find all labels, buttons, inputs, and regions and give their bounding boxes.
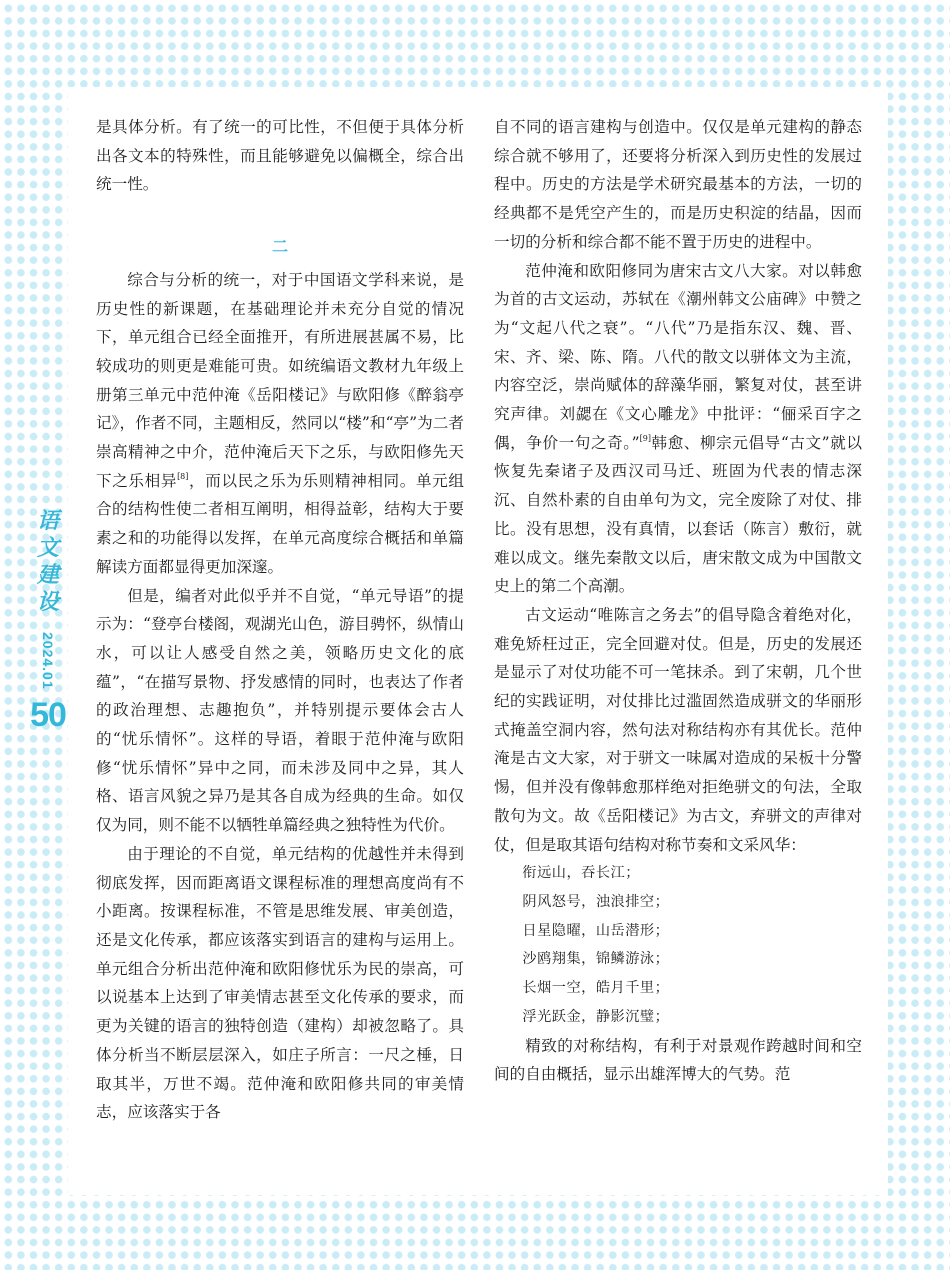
paragraph: 由于理论的不自觉，单元结构的优越性并未得到彻底发挥，因而距离语文课程标准的理想高度尚有不小距离。按课程标准，不管是思维发展、审美创造，还是文化传承，都应该落实到语言的建构与运用上。单元组合分析出范仲淹和欧阳修忧乐为民的崇高，可以说基本上达到了审美情志甚至文化传承的要求，而更为关键的语言的独特创造（建构）却被忽略了。具体分析当不断层层深入，如庄子所言：一尺之棰，日取其半，万世不竭。范仲淹和欧阳修共同的审美情志，应该落实于各: [96, 844, 464, 1122]
paragraph-text: 综合与分析的统一，对于中国语文学科来说，是历史性的新课题，在基础理论并未充分自觉的情况下，单元组合已经全面推开，有所进展甚属不易，比较成功的则更是难能可贵。如统编语文教材九年级上册第三单元中范仲淹《岳阳楼记》与欧阳修《醉翁亭记》，作者不同，主题相反，然同以“楼”和“亭”为二者崇高精神之中介，范仲淹后天下之乐，与欧阳修先天下之乐相异: [96, 270, 464, 490]
issue-date: 2024.01: [40, 632, 56, 690]
section-heading: 二: [271, 237, 288, 257]
paragraph: 自不同的语言建构与创造中。仅仅是单元建构的静态综合就不够用了，还要将分析深入到历史性的发展过程中。历史的方法是学术研究最基本的方法，一切的经典都不是凭空产生的，而是历史积淀的结晶，因而一切的分析和综合都不能不置于历史的进程中。: [494, 118, 862, 251]
page-number: 50: [30, 695, 66, 734]
paragraph: 精致的对称结构，有利于对景观作跨越时间和空间的自由概括，显示出雄浑博大的气势。范: [494, 1036, 862, 1084]
journal-name-char: 设: [36, 589, 59, 615]
paragraph-text: 韩愈、柳宗元倡导“古文”就以恢复先秦诸子及西汉司马迁、班固为代表的情志深沉、自然朴素的自由单句为文，完全废除了对仗、排比。没有思想，没有真情，以套话（陈言）敷衍，就难以成文。继先秦散文以后，唐宋散文成为中国散文史上的第二个高潮。: [494, 433, 862, 596]
paragraph-text: ，而以民之乐为乐则精神相同。单元组合的结构性使二者相互阐明，相得益彰，结构大于要素之和的功能得以发挥，在单元高度综合概括和单篇解读方面都显得更加深邃。: [96, 471, 464, 576]
paragraph: 是具体分析。有了统一的可比性，不但便于具体分析出各文本的特殊性，而且能够避免以偏概全，综合出统一性。: [96, 118, 464, 194]
left-column: [96, 113, 464, 1127]
paragraph-text: 范仲淹和欧阳修同为唐宋古文八大家。对以韩愈为首的古文运动，苏轼在《潮州韩文公庙碑》中赞之为“文起八代之衰”。“八代”乃是指东汉、魏、晋、宋、齐、梁、陈、隋。八代的散文以骈体文为主流，内容空泛，崇尚赋体的辞藻华丽，繁复对仗，甚至讲究声律。刘勰在《文心雕龙》中批评：“俪采百字之偶，争价一句之奇。”: [494, 261, 862, 452]
paragraph: 但是，编者对此似乎并不自觉，“单元导语”的提示为：“登亭台楼阁，观湖光山色，游目骋怀，纵情山水，可以让人感受自然之美，领略历史文化的底蕴”，“在描写景物、抒发感情的同时，也表达了作者的政治理想、志趣抱负”，并特别提示要体会古人的“忧乐情怀”。这样的导语，着眼于范仲淹与欧阳修“忧乐情怀”异中之同，而未涉及同中之异，其人格、语言风貌之异乃是其各自成为经典的生命。如仅仅为同，则不能不以牺牲单篇经典之独特性为代价。: [96, 586, 464, 835]
paragraph: [494, 257, 862, 601]
verse-line: 日星隐曜，山岳潜形；: [522, 922, 670, 939]
verse-line: 浮光跃金，静影沉璧；: [522, 1008, 670, 1025]
verse-line: 衔远山，吞长江；: [522, 865, 640, 882]
verse-line: 沙鸥翔集，锦鳞游泳；: [522, 951, 670, 968]
paragraph: 古文运动“唯陈言之务去”的倡导隐含着绝对化，难免矫枉过正，完全回避对仗。但是，历史的发展还是显示了对仗功能不可一笔抹杀。到了宋朝，几个世纪的实践证明，对仗排比过滥固然造成骈文的华丽形式掩盖空洞内容，然句法对称结构亦有其优长。范仲淹是古文大家，对于骈文一味属对造成的呆板十分警惕，但并没有像韩愈那样绝对拒绝骈文的句法，全取散句为文。故《岳阳楼记》为古文，弃骈文的声律对仗，但是取其语句结构对称节奏和文采风华：: [494, 605, 862, 854]
footnote-ref: [9]: [639, 433, 651, 443]
verse-line: 阴风怒号，浊浪排空；: [522, 893, 670, 910]
journal-name-char: 文: [36, 535, 59, 561]
journal-name-char: 语: [36, 508, 59, 534]
journal-name: [37, 508, 59, 616]
side-label: [24, 508, 72, 735]
right-column: [494, 113, 862, 1089]
verse-line: 长烟一空，皓月千里；: [522, 980, 670, 997]
paragraph: [96, 266, 464, 582]
footnote-ref: [8]: [177, 471, 189, 481]
journal-name-char: 建: [36, 562, 59, 588]
